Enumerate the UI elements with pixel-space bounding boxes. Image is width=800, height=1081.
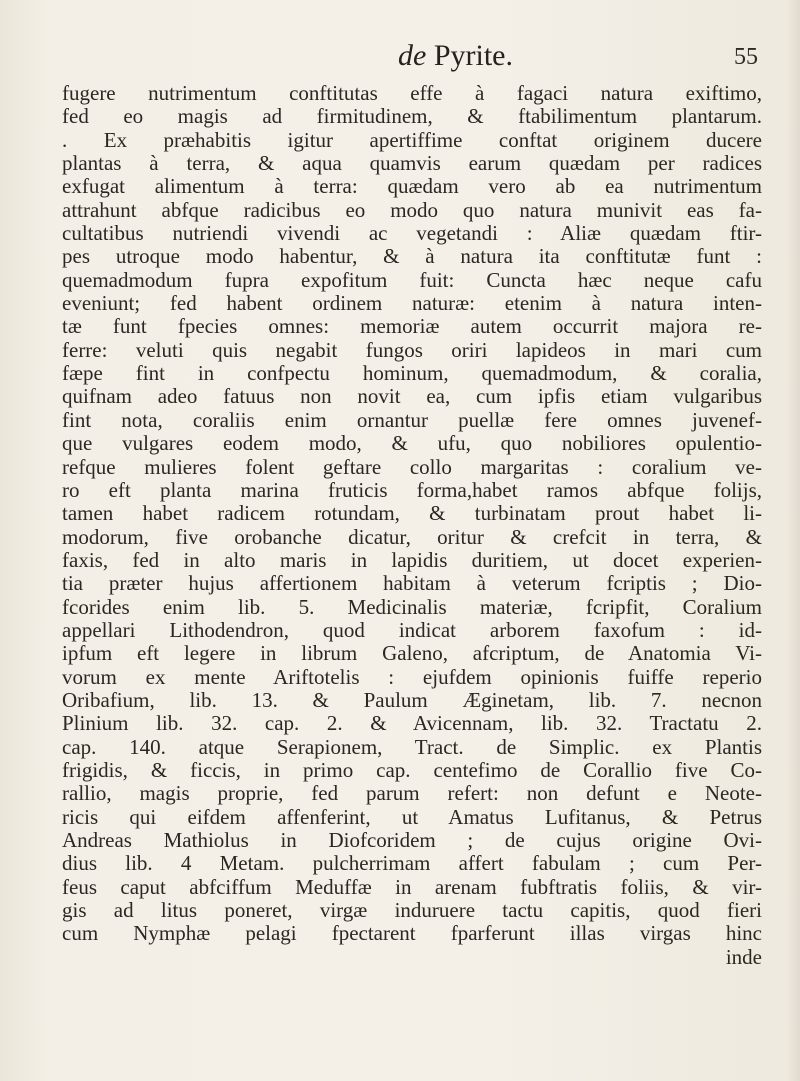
text-line: cum Nymphæ pelagi fpectarent fparferunt illas virgas hinc xyxy=(62,921,762,946)
text-line: fint nota, coraliis enim ornantur puellæ fere omnes juvenef- xyxy=(62,407,762,432)
text-line: tamen habet radicem rotundam, & turbinatam prout habet li- xyxy=(62,501,762,526)
text-line: frigidis, & ficcis, in primo cap. centefimo de Corallio five Co- xyxy=(62,757,762,782)
text-line: fed eo magis ad firmitudinem, & ftabilimentum plantarum. xyxy=(62,104,762,129)
text-line: fcorides enim lib. 5. Medicinalis materiæ, fcripfit, Coralium xyxy=(62,594,762,619)
text-line: ferre: veluti quis negabit fungos oriri lapideos in mari cum xyxy=(62,337,762,362)
text-line: fugere nutrimentum conftitutas effe à fagaci natura exiftimo, xyxy=(62,81,762,105)
body-text xyxy=(62,82,762,969)
text-line: appellari Lithodendron, quod indicat arborem faxofum : id- xyxy=(62,617,762,642)
text-line: plantas à terra, & aqua quamvis earum quædam per radices xyxy=(62,151,762,176)
text-line: feus caput abfciffum Meduffæ in arenam fubftratis foliis, & vir- xyxy=(62,874,762,899)
text-line: pes utroque modo habentur, & à natura ita conftitutæ funt : xyxy=(62,244,762,269)
text-line: dius lib. 4 Metam. pulcherrimam affert fabulam ; cum Per- xyxy=(62,851,762,876)
text-line: quifnam adeo fatuus non novit ea, cum ipfis etiam vulgaribus xyxy=(62,384,762,409)
running-title-main: Pyrite. xyxy=(433,39,513,72)
page-number: 55 xyxy=(734,44,758,70)
text-line: tæ funt fpecies omnes: memoriæ autem occurrit majora re- xyxy=(62,314,762,339)
text-line: vorum ex mente Ariftotelis : ejufdem opinionis fuiffe reperio xyxy=(62,664,762,689)
text-line: Oribafium, lib. 13. & Paulum Æginetam, lib. 7. necnon xyxy=(62,687,762,712)
text-line: Andreas Mathiolus in Diofcoridem ; de cujus origine Ovi- xyxy=(62,828,762,852)
text-line: rallio, magis proprie, fed parum refert: non defunt e Neote- xyxy=(62,781,762,806)
text-line: inde xyxy=(725,944,762,969)
text-line: que vulgares eodem modo, & ufu, quo nobiliores opulentio- xyxy=(62,431,762,456)
text-line: . Ex præhabitis igitur apertiffime conftat originem ducere xyxy=(62,127,762,152)
running-title-de: de xyxy=(398,39,427,72)
text-line: gis ad litus poneret, virgæ induruere tactu capitis, quod fieri xyxy=(62,898,762,923)
text-line: ro eft planta marina fruticis forma,habet ramos abfque folijs, xyxy=(62,477,762,502)
text-line: faxis, fed in alto maris in lapidis duritiem, ut docet experien- xyxy=(62,547,762,572)
text-line: ipfum eft legere in librum Galeno, afcriptum, de Anatomia Vi- xyxy=(62,641,762,666)
text-line: eveniunt; fed habent ordinem naturæ: etenim à natura inten- xyxy=(62,291,762,316)
text-line: refque mulieres folent geftare collo margaritas : coralium ve- xyxy=(62,454,762,479)
text-line: attrahunt abfque radicibus eo modo quo natura munivit eas fa- xyxy=(62,197,762,222)
text-line: exfugat alimentum à terra: quædam vero ab ea nutrimentum xyxy=(62,174,762,199)
text-line: Plinium lib. 32. cap. 2. & Avicennam, lib. 32. Tractatu 2. xyxy=(62,711,762,736)
text-line: quemadmodum fupra expofitum fuit: Cuncta hæc neque cafu xyxy=(62,267,762,292)
text-line: cap. 140. atque Serapionem, Tract. de Simplic. ex Plantis xyxy=(62,734,762,759)
text-line: tia præter hujus affertionem habitam à veterum fcriptis ; Dio- xyxy=(62,571,762,596)
text-line: modorum, five orobanche dicatur, oritur & crefcit in terra, & xyxy=(62,524,762,549)
text-line: fæpe fint in confpectu hominum, quemadmodum, & coralia, xyxy=(62,361,762,386)
running-title xyxy=(398,38,513,74)
page-edge-shadow xyxy=(786,0,800,1081)
text-line: cultatibus nutriendi vivendi ac vegetandi : Aliæ quædam ftir- xyxy=(62,221,762,246)
text-line: ricis qui eifdem affenferint, ut Amatus Lufitanus, & Petrus xyxy=(62,804,762,829)
page-header xyxy=(0,38,800,78)
